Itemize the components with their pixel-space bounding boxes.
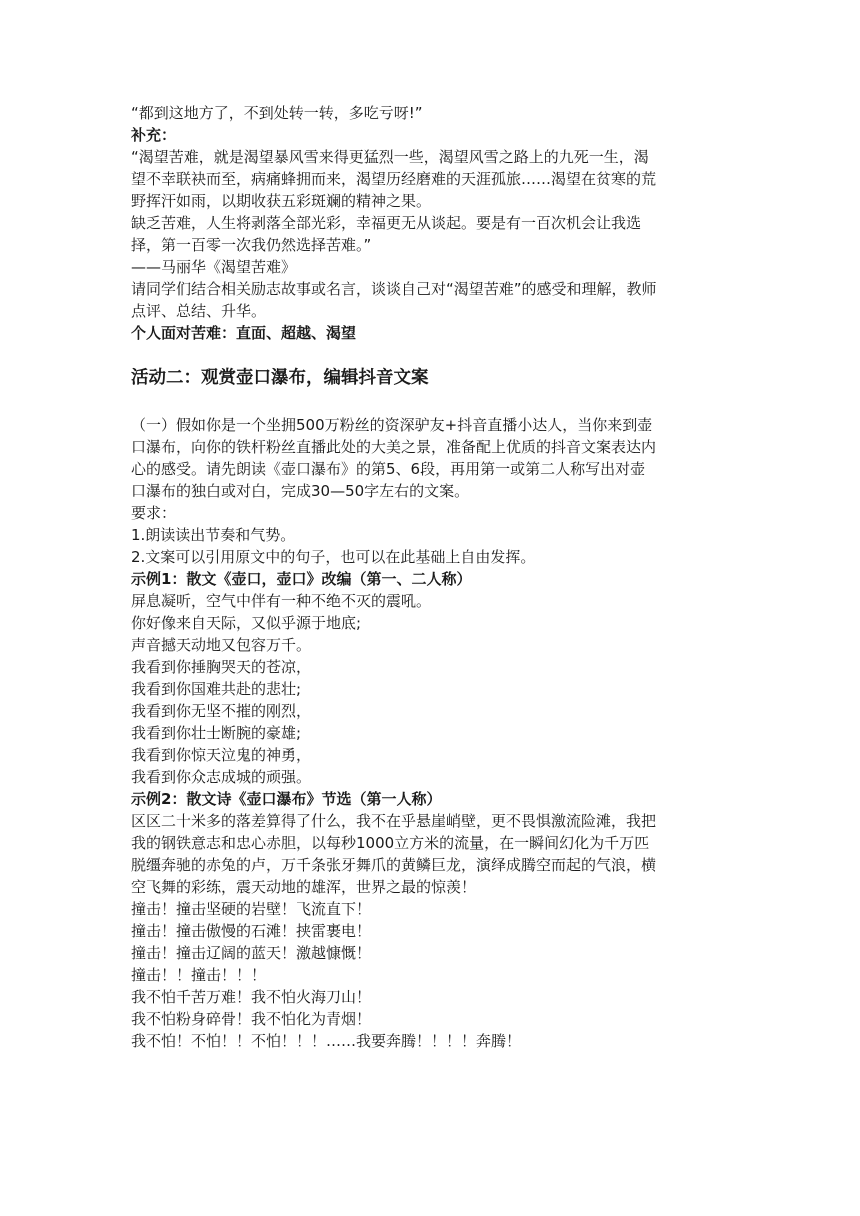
example-2-paragraph-line: 我的钢铁意志和忠心赤胆，以每秒1000立方米的流量，在一瞬间幻化为千万匹 — [131, 834, 650, 852]
example-1-title: 示例1：散文《壶口，壶口》改编（第一、二人称） — [131, 570, 472, 588]
requirement-item: 2.文案可以引用原文中的句子，也可以在此基础上自由发挥。 — [131, 548, 536, 566]
requirements-label: 要求： — [131, 504, 177, 522]
intro-line: 心的感受。请先朗读《壶口瀑布》的第5、6段，再用第一或第二人称写出对壶 — [131, 460, 646, 478]
example-2-line: 我不怕！不怕！！不怕！！！……我要奔腾！！！！奔腾！ — [131, 1032, 522, 1050]
example-2-line: 我不怕粉身碎骨！我不怕化为青烟！ — [131, 1010, 372, 1028]
example-2-paragraph-line: 脱缰奔驰的赤兔的卢，万千条张牙舞爪的黄鳞巨龙，演绎成腾空而起的气浪，横 — [131, 856, 657, 874]
example-1-line: 我看到你惊天泣鬼的神勇， — [131, 746, 312, 764]
intro-paragraph — [131, 414, 731, 502]
quote-paragraph-1-line: 望不幸联袂而至，病痛蜂拥而来，渴望历经磨难的天涯孤旅……渴望在贫寒的荒 — [131, 170, 657, 188]
summary-line: 个人面对苦难：直面、超越、渴望 — [131, 324, 357, 342]
example-2-paragraph-line: 空飞舞的彩练，震天动地的雄浑，世界之最的惊羡！ — [131, 878, 477, 896]
example-2-line: 撞击！撞击坚硬的岩壁！飞流直下！ — [131, 900, 372, 918]
example-2-line: 我不怕千苦万难！我不怕火海刀山！ — [131, 988, 372, 1006]
supplement-label: 补充： — [131, 126, 177, 144]
example-1-line: 屏息凝听，空气中伴有一种不绝不灭的震吼。 — [131, 592, 432, 610]
quote-paragraph-1-line: 野挥汗如雨，以期收获五彩斑斓的精神之果。 — [131, 192, 432, 210]
document-page — [131, 102, 731, 1052]
example-2-title: 示例2：散文诗《壶口瀑布》节选（第一人称） — [131, 790, 442, 808]
example-1-line: 你好像来自天际，又似乎源于地底; — [131, 614, 362, 632]
example-2-line: 撞击！撞击辽阔的蓝天！激越慷慨！ — [131, 944, 372, 962]
quote-paragraph-2-line: 择，第一百零一次我仍然选择苦难。” — [131, 236, 372, 254]
discussion-prompt-line: 请同学们结合相关励志故事或名言，谈谈自己对“渴望苦难”的感受和理解，教师 — [131, 280, 657, 298]
example-1-line: 我看到你壮士断腕的豪雄; — [131, 724, 302, 742]
discussion-prompt-line: 点评、总结、升华。 — [131, 302, 267, 320]
quote-paragraph-1-line: “渴望苦难，就是渴望暴风雪来得更猛烈一些，渴望风雪之路上的九死一生，渴 — [131, 148, 649, 166]
example-2-paragraph-line: 区区二十米多的落差算得了什么，我不在乎悬崖峭壁，更不畏惧激流险滩，我把 — [131, 812, 657, 830]
example-1-line: 我看到你众志成城的顽强。 — [131, 768, 312, 786]
intro-line: 口瀑布的独白或对白，完成30—50字左右的文案。 — [131, 482, 470, 500]
example-2-line: 撞击！撞击傲慢的石滩！挟雷裹电！ — [131, 922, 372, 940]
example-1-line: 我看到你无坚不摧的刚烈， — [131, 702, 312, 720]
requirement-item: 1.朗读读出节奏和气势。 — [131, 526, 296, 544]
example-1-line: 声音撼天动地又包容万千。 — [131, 636, 312, 654]
intro-line: 口瀑布，向你的铁杆粉丝直播此处的大美之景，准备配上优质的抖音文案表达内 — [131, 438, 657, 456]
quote-line: “都到这地方了，不到处转一转，多吃亏呀!” — [131, 104, 423, 122]
intro-line: （一）假如你是一个坐拥500万粉丝的资深驴友+抖音直播小达人，当你来到壶 — [131, 416, 653, 434]
example-2-line: 撞击！！撞击！！！ — [131, 966, 267, 984]
attribution: ——马丽华《渴望苦难》 — [131, 258, 297, 276]
section-heading: 活动二：观赏壶口瀑布，编辑抖音文案 — [131, 368, 429, 388]
example-1-line: 我看到你捶胸哭天的苍凉， — [131, 658, 312, 676]
quote-paragraph-2-line: 缺乏苦难，人生将剥落全部光彩，幸福更无从谈起。要是有一百次机会让我选 — [131, 214, 642, 232]
example-1-line: 我看到你国难共赴的悲壮; — [131, 680, 302, 698]
